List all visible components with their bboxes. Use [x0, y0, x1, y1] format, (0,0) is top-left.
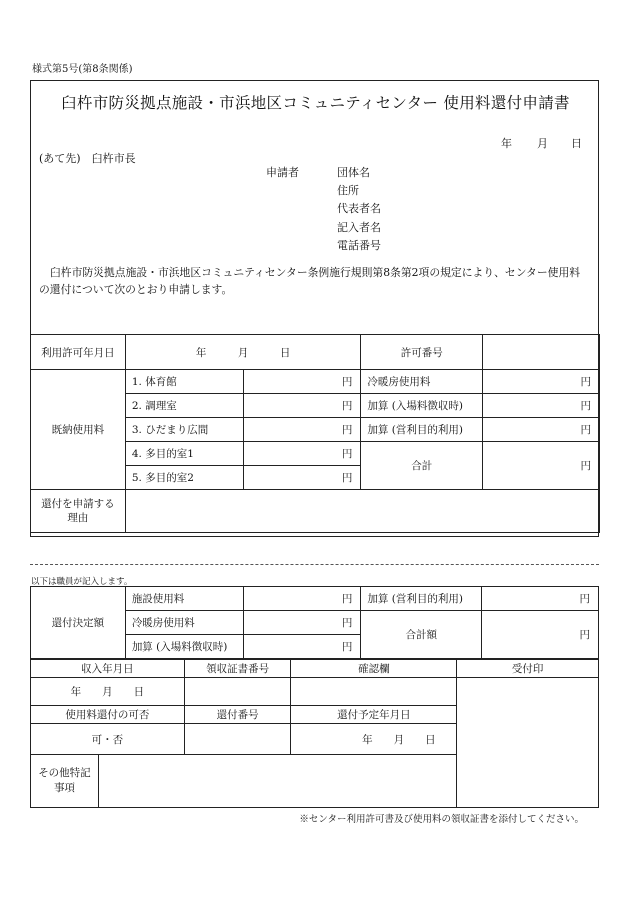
applicant-label: 申請者 — [266, 166, 299, 179]
refund-admission-surcharge: 加算 (入場料徴収時) — [125, 635, 243, 659]
paid-fee-label: 既納使用料 — [31, 370, 126, 490]
date-month: 月 — [537, 137, 548, 150]
attachment-note: ※センター利用許可書及び使用料の領収証書を添付してください。 — [299, 814, 584, 825]
planned-date-value: 年 月 日 — [291, 724, 457, 755]
stamp-cell — [457, 678, 599, 808]
yen-unit: 円 — [243, 394, 361, 418]
receipt-number-cell — [184, 678, 291, 706]
yen-unit: 円 — [243, 466, 361, 490]
total-label: 合計 — [361, 442, 483, 490]
permit-date-value: 年 月 日 — [125, 335, 361, 370]
room-kitchen: 2. 調理室 — [125, 394, 243, 418]
yen-unit: 円 — [243, 635, 361, 659]
room-multi-1: 4. 多目的室1 — [125, 442, 243, 466]
receipt-date-label: 収入年月日 — [31, 660, 185, 678]
other-notes-cell — [98, 755, 456, 808]
staff-note: 以下は職員が記入します。 — [31, 577, 133, 587]
field-writer: 記入者名 — [337, 221, 381, 234]
refund-aircon-fee: 冷暖房使用料 — [125, 611, 243, 635]
yen-unit: 円 — [243, 418, 361, 442]
yen-unit: 円 — [243, 442, 361, 466]
office-table — [30, 659, 599, 808]
yen-unit: 円 — [482, 587, 599, 611]
field-group-name: 団体名 — [337, 166, 370, 179]
yen-unit: 円 — [483, 370, 600, 394]
refund-table — [30, 586, 599, 659]
aircon-fee-label: 冷暖房使用料 — [361, 370, 483, 394]
form-title: 臼杵市防災拠点施設・市浜地区コミュニティセンター 使用料還付申請書 — [61, 94, 570, 112]
refund-total-label: 合計額 — [361, 611, 482, 659]
refund-ok-value: 可・否 — [31, 724, 185, 755]
refund-facility-fee: 施設使用料 — [125, 587, 243, 611]
fee-table — [30, 334, 600, 533]
yen-unit: 円 — [483, 442, 600, 490]
refund-number-cell — [184, 724, 291, 755]
confirm-cell — [291, 678, 457, 706]
confirm-label: 確認欄 — [291, 660, 457, 678]
yen-unit: 円 — [243, 587, 361, 611]
room-hall: 3. ひだまり広間 — [125, 418, 243, 442]
yen-unit: 円 — [483, 418, 600, 442]
other-notes-label: その他特記事項 — [31, 755, 99, 808]
stamp-label: 受付印 — [457, 660, 599, 678]
surcharge-commercial-label: 加算 (営利目的利用) — [361, 418, 483, 442]
refund-commercial-label: 加算 (営利目的利用) — [361, 587, 482, 611]
planned-date-label: 還付予定年月日 — [291, 706, 457, 724]
yen-unit: 円 — [243, 611, 361, 635]
receipt-date-value: 年 月 日 — [31, 678, 185, 706]
permit-number-label: 許可番号 — [361, 335, 483, 370]
field-address: 住所 — [337, 184, 359, 197]
yen-unit: 円 — [482, 611, 599, 659]
cut-line — [30, 564, 599, 565]
field-phone: 電話番号 — [337, 239, 381, 252]
receipt-number-label: 領収証書番号 — [184, 660, 291, 678]
yen-unit: 円 — [483, 394, 600, 418]
form-number-label: 様式第5号(第8条関係) — [32, 64, 133, 75]
refund-number-label: 還付番号 — [184, 706, 291, 724]
date-day: 日 — [571, 137, 582, 150]
yen-unit: 円 — [243, 370, 361, 394]
permit-date-label: 利用許可年月日 — [31, 335, 126, 370]
room-gym: 1. 体育館 — [125, 370, 243, 394]
date-year: 年 — [501, 137, 512, 150]
surcharge-admission-label: 加算 (入場料徴収時) — [361, 394, 483, 418]
room-multi-2: 5. 多目的室2 — [125, 466, 243, 490]
field-representative: 代表者名 — [337, 202, 381, 215]
refund-ok-label: 使用料還付の可否 — [31, 706, 185, 724]
application-statement: 臼杵市防災拠点施設・市浜地区コミュニティセンター条例施行規則第8条第2項の規定により、センター使用料の還付について次のとおり申請します。 — [39, 266, 581, 296]
application-box — [30, 80, 599, 537]
refund-label: 還付決定額 — [31, 587, 126, 659]
reason-cell — [125, 490, 599, 533]
permit-number-cell — [483, 335, 600, 370]
reason-label: 還付を申請する理由 — [31, 490, 126, 533]
addressee: (あて先) 臼杵市長 — [39, 152, 136, 165]
